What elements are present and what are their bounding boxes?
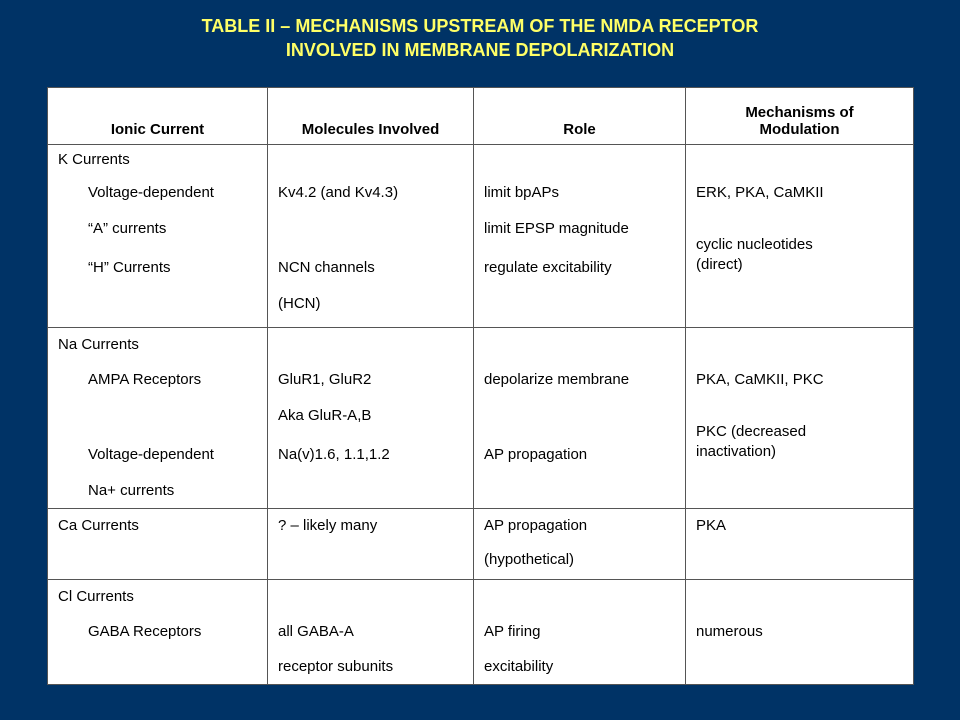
k-role-bpaps: limit bpAPs <box>484 184 560 201</box>
na-plus-currents: Na+ currents <box>88 482 175 499</box>
na-mech-pkc-line1: PKC (decreased <box>696 423 807 440</box>
na-role-depolarize: depolarize membrane <box>484 371 630 388</box>
k-role-epsp: limit EPSP magnitude <box>484 220 629 237</box>
na-mol-glur: GluR1, GluR2 <box>278 371 372 388</box>
header-mech-line1: Mechanisms of <box>745 104 854 121</box>
na-group-label: Na Currents <box>58 336 139 353</box>
cl-mol-subunits: receptor subunits <box>278 658 394 675</box>
cl-role-cell <box>474 580 686 685</box>
na-molecules-cell <box>268 328 474 509</box>
header-mech-line2: Modulation <box>759 121 840 138</box>
na-mechanism-cell <box>686 328 914 509</box>
na-mol-nav: Na(v)1.6, 1.1,1.2 <box>278 446 390 463</box>
table-row-na-currents <box>48 328 914 509</box>
na-mech-pkc-line2: inactivation) <box>696 443 777 460</box>
k-molecules-cell <box>268 145 474 328</box>
k-a-currents: “A” currents <box>88 220 167 237</box>
ca-mol: ? – likely many <box>278 517 378 534</box>
cl-mechanism-cell <box>686 580 914 685</box>
header-mechanisms <box>686 88 914 145</box>
title-line-2: INVOLVED IN MEMBRANE DEPOLARIZATION <box>285 40 675 60</box>
cl-group-label: Cl Currents <box>58 588 134 605</box>
cl-role-excitability: excitability <box>484 658 554 675</box>
table-row-cl-currents <box>48 580 914 685</box>
cl-gaba-receptors: GABA Receptors <box>88 623 202 640</box>
na-ampa-receptors: AMPA Receptors <box>88 371 202 388</box>
k-voltage-dependent: Voltage-dependent <box>88 184 214 201</box>
ca-ionic-cell <box>48 509 268 580</box>
k-mol-kv42: Kv4.2 (and Kv4.3) <box>278 184 399 201</box>
cl-molecules-cell <box>268 580 474 685</box>
k-mech-erk: ERK, PKA, CaMKII <box>696 184 824 201</box>
cl-ionic-cell <box>48 580 268 685</box>
cl-mech-numerous: numerous <box>696 623 763 640</box>
table-row-ca-currents <box>48 509 914 580</box>
header-role: Role <box>474 88 686 145</box>
na-ionic-cell <box>48 328 268 509</box>
ca-role-ap: AP propagation <box>484 517 588 534</box>
na-mol-aka: Aka GluR-A,B <box>278 407 372 424</box>
k-mech-cyclic-line1: cyclic nucleotides <box>696 236 813 253</box>
cl-role-ap-firing: AP firing <box>484 623 541 640</box>
na-mech-pka: PKA, CaMKII, PKC <box>696 371 824 388</box>
na-role-ap: AP propagation <box>484 446 588 463</box>
na-role-cell <box>474 328 686 509</box>
header-row <box>48 88 914 145</box>
k-mol-hcn: (HCN) <box>278 295 321 312</box>
ca-mech: PKA <box>696 517 727 534</box>
header-ionic-current: Ionic Current <box>48 88 268 145</box>
na-voltage-dependent: Voltage-dependent <box>88 446 214 463</box>
ca-mechanism-cell <box>686 509 914 580</box>
ca-role-cell <box>474 509 686 580</box>
k-mech-cyclic <box>686 235 913 289</box>
ca-role-hypothetical: (hypothetical) <box>484 551 575 568</box>
k-ionic-cell <box>48 145 268 328</box>
k-mol-ncn: NCN channels <box>278 259 375 276</box>
table-row-k-currents <box>48 145 914 328</box>
k-role-excitability: regulate excitability <box>484 259 612 276</box>
k-mechanism-cell <box>686 145 914 328</box>
ca-molecules-cell <box>268 509 474 580</box>
slide-title <box>0 14 960 62</box>
header-molecules-involved: Molecules Involved <box>268 88 474 145</box>
k-group-label: K Currents <box>58 151 130 168</box>
k-mech-cyclic-line2: (direct) <box>696 256 743 273</box>
k-h-currents: “H” Currents <box>88 259 171 276</box>
mechanisms-table <box>47 87 914 685</box>
na-mech-pkc <box>686 422 913 476</box>
k-role-cell <box>474 145 686 328</box>
title-line-1: TABLE II – MECHANISMS UPSTREAM OF THE NMDA RECEPTOR <box>201 16 759 36</box>
cl-mol-gaba-a: all GABA-A <box>278 623 354 640</box>
ca-group-label: Ca Currents <box>58 517 139 534</box>
